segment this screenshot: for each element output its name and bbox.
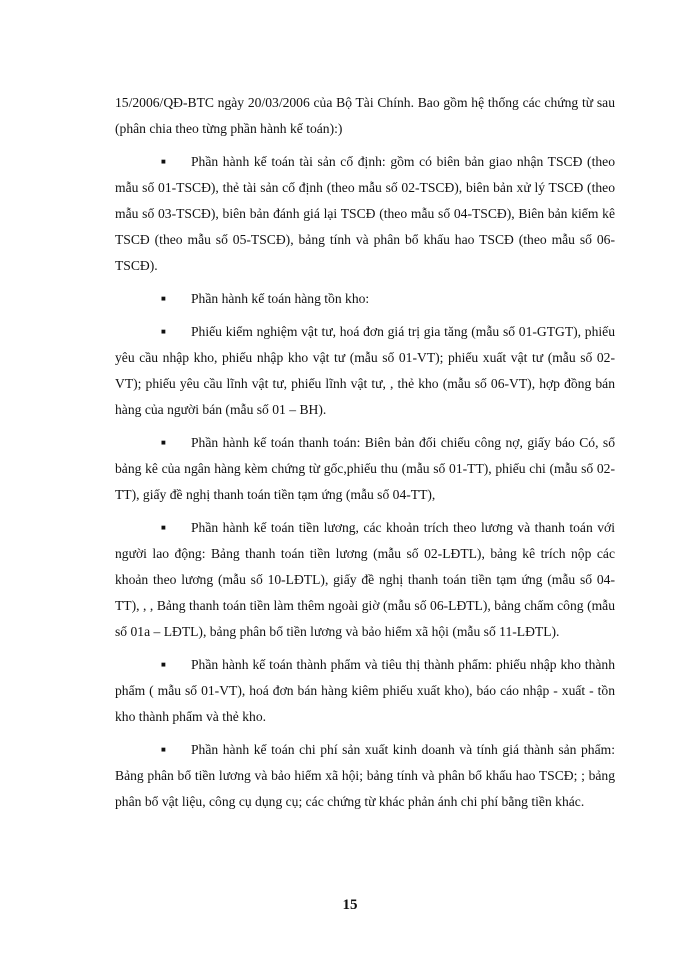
list-item [115,737,615,815]
bullet-icon: ■ [161,294,166,303]
list-item-text: Phần hành kế toán chi phí sản xuất kinh doanh và tính giá thành sản phẩm: Bảng phân bổ tiền lương và bảo hiểm xã hội; bảng tính và phân bổ khấu hao TSCĐ; ; bảng phân bổ vật liệu, công cụ dụng cụ; các chứng từ khác phản ánh chi phí bằng tiền khác. [115,742,615,809]
bullet-icon: ■ [161,157,166,166]
list-item-text: Phần hành kế toán thành phẩm và tiêu thị thành phẩm: phiếu nhập kho thành phẩm ( mẫu số 01-VT), hoá đơn bán hàng kiêm phiếu xuất kho), báo cáo nhập - xuất - tồn kho thành phẩm và thẻ kho. [115,657,615,724]
bullet-icon: ■ [161,438,166,447]
bullet-icon: ■ [161,660,166,669]
list-item-text: Phần hành kế toán tài sản cố định: gồm có biên bản giao nhận TSCĐ (theo mẫu số 01-TSCĐ), thẻ tài sản cố định (theo mẫu số 02-TSCĐ), biên bản xử lý TSCĐ (theo mẫu số 03-TSCĐ), biên bản đánh giá lại TSCĐ (theo mẫu số 04-TSCĐ), Biên bản kiểm kê TSCĐ (theo mẫu số 05-TSCĐ), bảng tính và phân bổ khấu hao TSCĐ (theo mẫu số 06-TSCĐ). [115,154,615,273]
list-item [115,319,615,423]
bullet-icon: ■ [161,523,166,532]
list-item [115,149,615,279]
intro-paragraph: 15/2006/QĐ-BTC ngày 20/03/2006 của Bộ Tài Chính. Bao gồm hệ thống các chứng từ sau (phân chia theo từng phần hành kế toán):) [115,95,615,136]
list-item-text: Phần hành kế toán hàng tồn kho: [191,291,370,306]
list-item [115,430,615,508]
list-item [115,286,615,312]
bullet-icon: ■ [161,327,166,336]
list-item-text: Phần hành kế toán thanh toán: Biên bản đối chiếu công nợ, giấy báo Có, sổ bảng kê của ngân hàng kèm chứng từ gốc,phiếu thu (mẫu số 01-TT), phiếu chi (mẫu số 02-TT), giấy đề nghị thanh toán tiền tạm ứng (mẫu số 04-TT), [115,435,615,502]
list-item-text: Phần hành kế toán tiền lương, các khoản trích theo lương và thanh toán với người lao động: Bảng thanh toán tiền lương (mẫu số 02-LĐTL), bảng kê trích nộp các khoản theo lương (mẫu số 10-LĐTL), giấy đề nghị thanh toán tiền tạm ứng (mẫu số 04-TT), , , Bảng thanh toán tiền làm thêm ngoài giờ (mẫu số 06-LĐTL), bảng chấm công (mẫu số 01a – LĐTL), bảng phân bổ tiền lương và bảo hiểm xã hội (mẫu số 11-LĐTL). [115,520,615,639]
list-item-text: Phiếu kiểm nghiệm vật tư, hoá đơn giá trị gia tăng (mẫu số 01-GTGT), phiếu yêu cầu nhập kho, phiếu nhập kho vật tư (mẫu số 01-VT); phiếu xuất vật tư (mẫu số 02-VT); phiếu yêu cầu lĩnh vật tư, phiếu lĩnh vật tư, , thẻ kho (mẫu số 06-VT), hợp đồng bán hàng của người bán (mẫu số 01 – BH). [115,324,615,417]
bullet-icon: ■ [161,745,166,754]
page-number: 15 [342,897,358,913]
list-item [115,652,615,730]
body-text [115,90,615,822]
list-item [115,515,615,645]
